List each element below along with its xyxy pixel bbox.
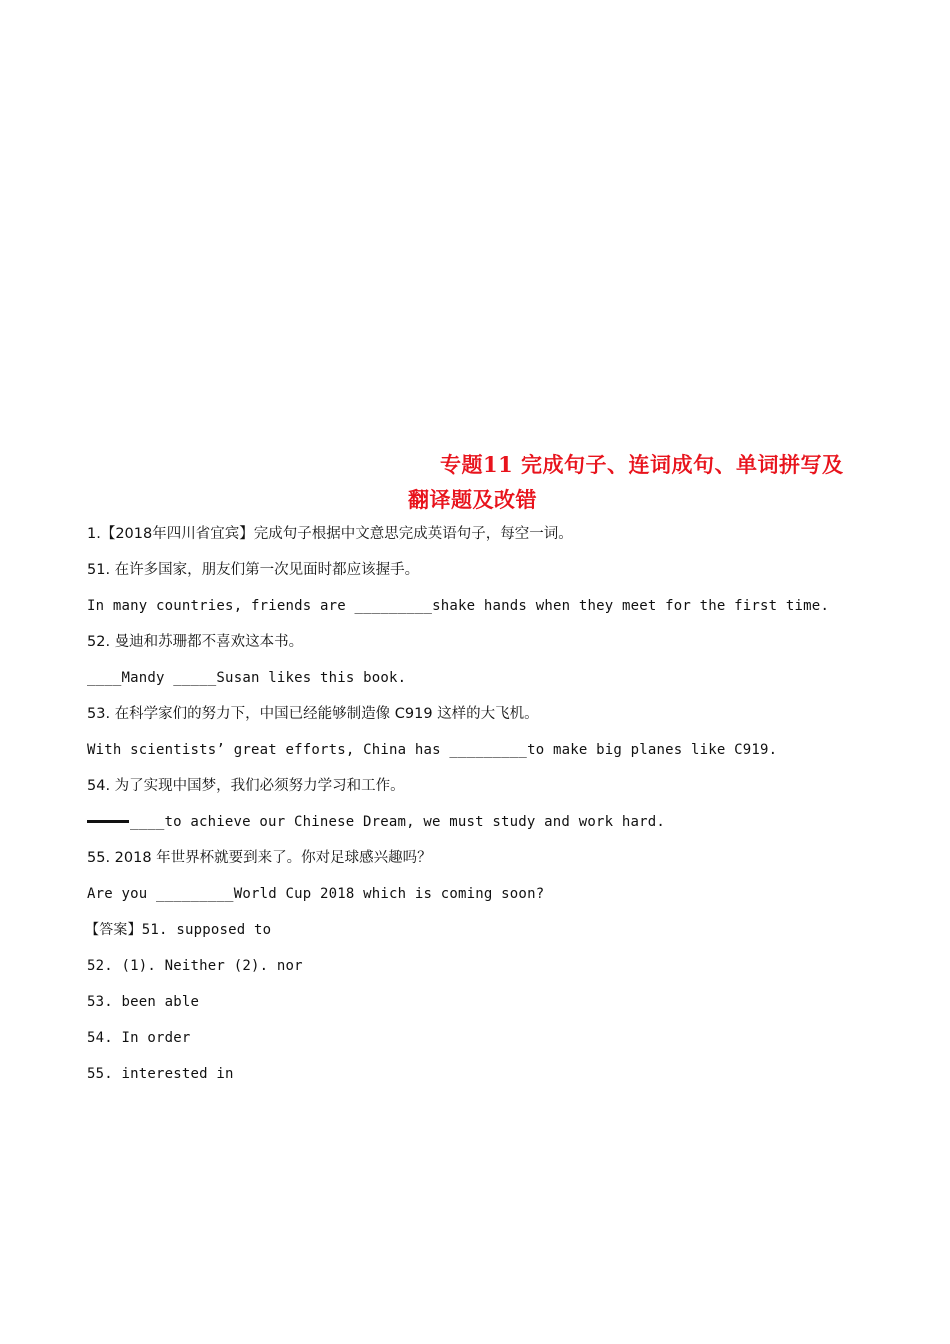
- question-54-chinese: 54. 为了实现中国梦，我们必须努力学习和工作。: [87, 778, 405, 794]
- page-title-continued: 翻译题及改错: [408, 487, 537, 512]
- question-55-english: Are you _________World Cup 2018 which is coming soon?: [87, 886, 545, 902]
- question-51-chinese: 51. 在许多国家，朋友们第一次见面时都应该握手。: [87, 562, 420, 578]
- question-55-chinese: 55. 2018 年世界杯就要到来了。你对足球感兴趣吗？: [87, 850, 432, 866]
- question-54-english-line: [87, 812, 665, 832]
- question-52-english: ____Mandy _____Susan likes this book.: [87, 670, 407, 686]
- answer-51: 【答案】51. supposed to: [85, 922, 272, 938]
- question-intro: 1.【2018年四川省宜宾】完成句子根据中文意思完成英语句子，每空一词。: [87, 526, 573, 542]
- answer-55: 55. interested in: [87, 1066, 234, 1082]
- answer-54: 54. In order: [87, 1030, 191, 1046]
- answer-53: 53. been able: [87, 994, 200, 1010]
- question-53-chinese: 53. 在科学家们的努力下，中国已经能够制造像 C919 这样的大飞机。: [87, 706, 539, 722]
- question-51-english: In many countries, friends are _________shake hands when they meet for the first time.: [87, 598, 830, 614]
- blank-dash: [87, 820, 129, 823]
- question-53-english: With scientists’ great efforts, China has _________to make big planes like C919.: [87, 742, 778, 758]
- question-52-chinese: 52. 曼迪和苏珊都不喜欢这本书。: [87, 634, 304, 650]
- page-title: 专题11 完成句子、连词成句、单词拼写及: [440, 452, 844, 477]
- answer-52: 52. (1). Neither (2). nor: [87, 958, 303, 974]
- question-54-english: ____to achieve our Chinese Dream, we must study and work hard.: [130, 814, 665, 830]
